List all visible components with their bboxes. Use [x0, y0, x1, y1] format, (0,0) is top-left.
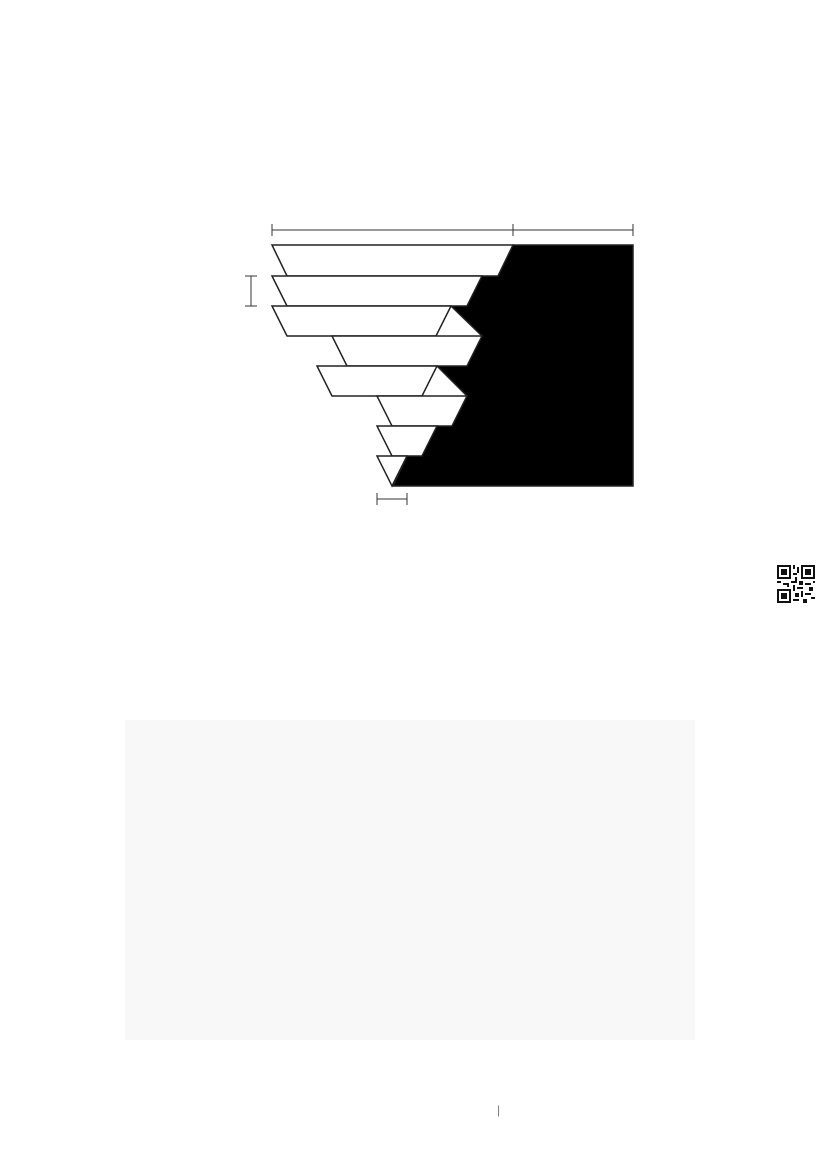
figure-background — [125, 720, 695, 1040]
footer-separator: | — [497, 1103, 501, 1117]
qr-code — [777, 565, 815, 603]
slice-6 — [377, 396, 467, 426]
spheres-figure — [0, 700, 827, 1100]
slice-4 — [332, 336, 482, 366]
page-footer — [497, 1103, 500, 1117]
slice-3 — [272, 306, 451, 336]
slice-1 — [272, 245, 513, 276]
triangle-figure — [0, 0, 827, 560]
slice-5 — [317, 366, 437, 396]
slice-2 — [272, 276, 482, 306]
